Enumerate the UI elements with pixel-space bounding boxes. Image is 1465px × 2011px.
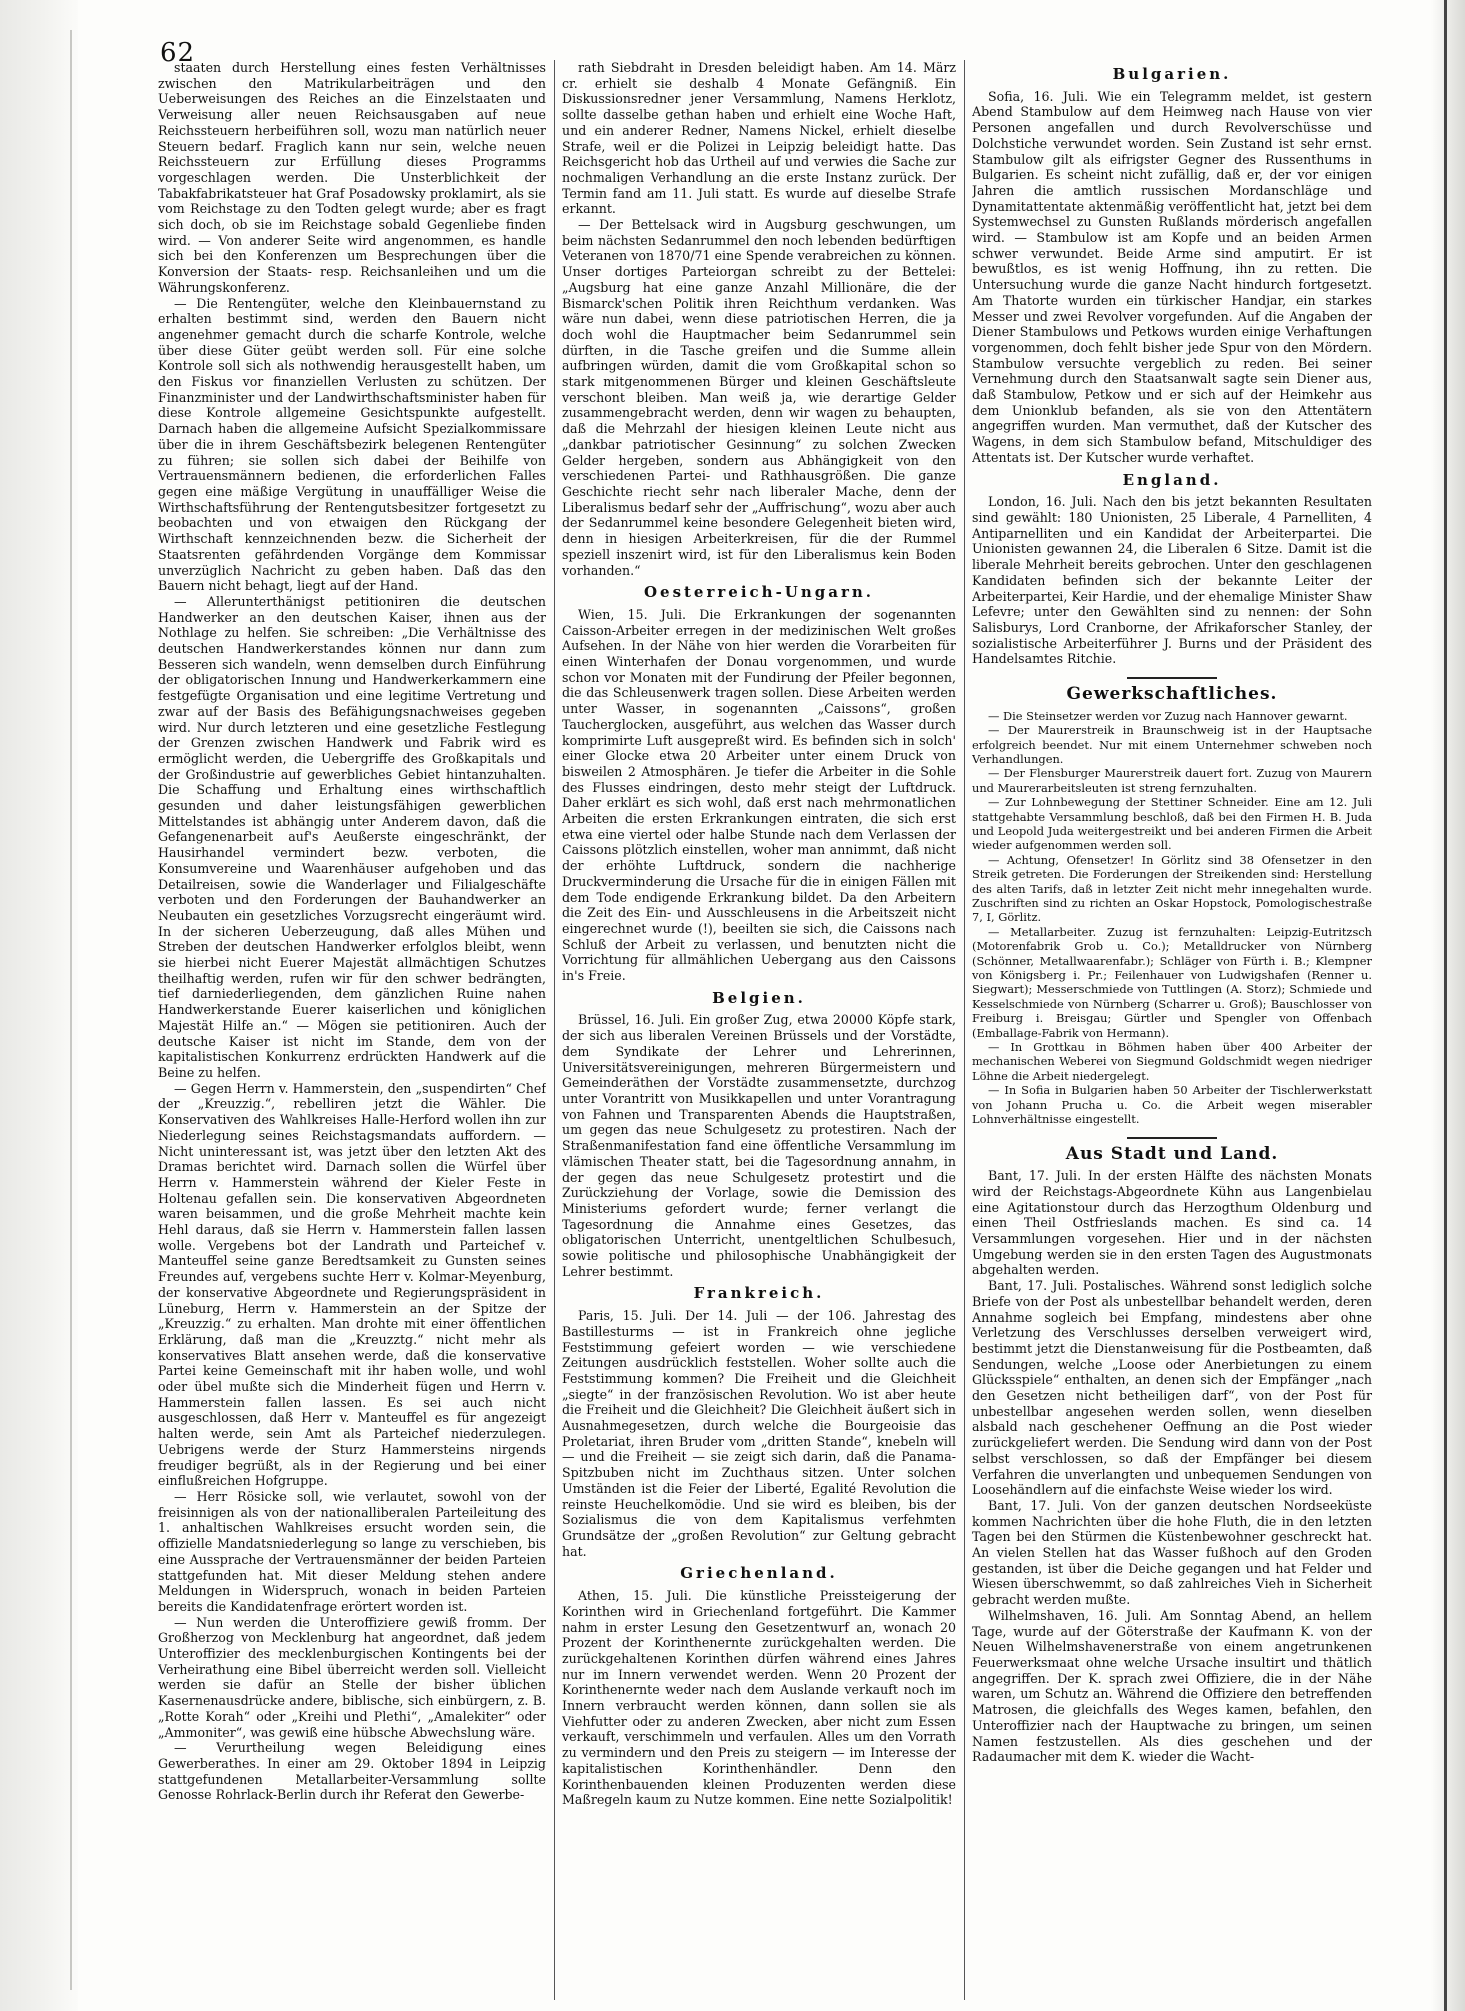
- column-2: [562, 60, 956, 2000]
- notice-item: — Metallarbeiter. Zuzug ist fernzuhalten: Leipzig-Eutritzsch (Motorenfabrik Grob u. Co.); Metalldrucker von Nürnberg (Schönner, Metallwaarenfabr.); Schläger von Fürth i. B.; Klempner von Königsberg i. Pr.; Feilenhauer von Ludwigshafen (Renner u. Siegwart); Messerschmiede von Tuttlingen (A. Storz); Schmiede und Kesselschmiede von Nürnberg (Scharrer u. Groß); Bauschlosser von Freiburg i. Breisgau; Gürtler und Spengler von Offenbach (Emballage-Fabrik von Hermann).: [972, 924, 1372, 1040]
- left-page-gutter: [0, 0, 78, 2011]
- notice-item: — Die Steinsetzer werden vor Zuzug nach Hannover gewarnt.: [988, 708, 1348, 723]
- article-paragraph: — Die Rentengüter, welche den Kleinbauernstand zu erhalten bestimmt sind, werden den Bauern nicht angenehmer gemacht durch die scharfe Kontrole, welche über diese Güter geübt werden soll. Für eine solche Kontrole soll sich als nothwendig herausgestellt haben, um den Fiskus vor finanziellen Verlusten zu schützen. Der Finanzminister und der Landwirthschaftsminister haben für diese Kontrole allgemeine Gesichtspunkte aufgestellt. Darnach haben die allgemeine Aufsicht Spezialkommissare über die in ihrem Geschäftsbezirk belegenen Rentengüter zu führen; sie sollen sich dabei der Beihilfe von Vertrauensmännern bedienen, die erforderlichen Falles gegen eine mäßige Vergütung in unauffälliger Weise die Wirthschaftsführung der Rentengutsbesitzer fortgesetzt zu beobachten und von etwaigen den Rückgang der Wirthschaft kennzeichnenden bezw. die Sicherheit der Staatsrenten gefährdenden Vorgänge dem Kommissar unverzüglich Nachricht zu geben haben. Daß das den Bauern nicht behagt, liegt auf der Hand.: [158, 295, 546, 594]
- section-heading-belgien: Belgien.: [712, 988, 806, 1007]
- right-edge-line: [1444, 0, 1447, 2011]
- article-paragraph: — Allerunterthänigst petitioniren die deutschen Handwerker an den deutschen Kaiser, ihnen aus der Nothlage zu helfen. Sie schreiben: „Die Verhältnisse des deutschen Handwerkerstandes können nur dann zum Besseren sich wandeln, wenn demselben durch Einführung der obligatorischen Innung und Handwerkerkammern eine festgefügte Organisation und eine legitime Vertretung und zwar auf der Basis des Befähigungsnachweises gegeben wird. Nur durch letzteren und eine gesetzliche Festlegung der Grenzen zwischen Handwerk und Fabrik wird es ermöglicht werden, die Uebergriffe des Großkapitals und der Großindustrie auf gewerbliches Gebiet hintanzuhalten. Die Schaffung und Erhaltung eines wirthschaftlich gesunden und daher leistungsfähigen gewerblichen Mittelstandes ist abhängig unter Anderem davon, daß die Gefangenenarbeit auf's Aeußerste eingeschränkt, der Hausirhandel vermindert bezw. verboten, die Konsumvereine und Waarenhäuser aufgehoben und das Detailreisen, sowie die Wanderlager und Filialgeschäfte verboten und den Forderungen der Bauhandwerker an Neubauten ein gesetzliches Vorzugsrecht eingeräumt wird. In der sicheren Ueberzeugung, daß alles Mühen und Streben der deutschen Handwerker erfolglos bleibt, wenn sie hierbei nicht Euerer Majestät allmächtigen Schutzes theilhaftig werden, rufen wir für den schwer bedrängten, tief darniederliegenden, dem gänzlichen Ruine nahen Handwerkerstande Euerer kaiserlichen und königlichen Majestät Hilfe an.“ — Mögen sie petitioniren. Auch der deutsche Kaiser ist nicht im Stande, dem von der kapitalistischen Konkurrenz erdrückten Handwerk auf die Beine zu helfen.: [158, 593, 546, 1080]
- notice-item: — In Sofia in Bulgarien haben 50 Arbeiter der Tischlerwerkstatt von Johann Prucha u. Co. die Arbeit wegen miserabler Lohnverhältnisse eingestellt.: [972, 1083, 1372, 1127]
- section-divider: [1127, 1137, 1217, 1139]
- column-1: [158, 60, 546, 2000]
- article-paragraph: — Der Bettelsack wird in Augsburg geschwungen, um beim nächsten Sedanrummel den noch lebenden bedürftigen Veteranen von 1870/71 eine Spende verabreichen zu können. Unser dortiges Parteiorgan schreibt zu der Bettelei: „Augsburg hat eine ganze Anzahl Millionäre, die der Bismarck'schen Politik ihren Reichthum verdanken. Was wäre nun dabei, wenn diese patriotischen Herren, die ja doch wohl die Hauptmacher beim Sedanrummel sein dürften, in die Tasche greifen und die Summe allein aufbringen würden, damit die vom Großkapital schon so stark mitgenommenen Bürger und kleinen Geschäftsleute verschont bleiben. Man weiß ja, wie derartige Gelder zusammengebracht werden, denn wir wagen zu behaupten, daß die Mehrzahl der hiesigen kleinen Leute nicht aus „dankbar patriotischer Gesinnung“ zu solchen Zwecken Gelder hergeben, sondern aus Abhängigkeit von den verschiedenen Partei- und Rathhausgrößen. Die ganze Geschichte riecht sehr nach liberaler Mache, denn der Liberalismus bedarf sehr der „Auffrischung“, wozu aber auch der Sedanrummel keine besondere Gelegenheit bieten wird, denn in hiesigen Arbeiterkreisen, für die der Rummel speziell inszenirt wird, ist für den Liberalismus kein Boden vorhanden.“: [562, 217, 956, 578]
- section-heading-frankreich: Frankreich.: [693, 1284, 825, 1303]
- article-paragraph: — Verurtheilung wegen Beleidigung eines Gewerberathes. In einer am 29. Oktober 1894 in Leipzig stattgefundenen Metallarbeiter-Versammlung sollte Genosse Rohrlack-Berlin durch ihr Referat den Gewerbe-: [158, 1740, 546, 1803]
- section-heading-bulgarien: Bulgarien.: [1112, 65, 1232, 83]
- section-heading-griechenland: Griechenland.: [680, 1564, 838, 1583]
- article-paragraph: — Gegen Herrn v. Hammerstein, den „suspendirten“ Chef der „Kreuzzig.“, rebelliren jetzt die Wähler. Die Konservativen des Wahlkreises Halle-Herford wollen ihn zur Niederlegung seines Reichstagsmandats auffordern. — Nicht uninteressant ist, was jetzt über den letzten Akt des Dramas berichtet wird. Darnach sollen die Würfel über Herrn v. Hammerstein während der Kieler Feste in Holtenau gefallen sein. Die konservativen Abgeordneten waren beisammen, und die große Mehrheit machte kein Hehl daraus, daß sie Herrn v. Hammerstein fallen lassen wolle. Vergebens bot der Landrath und Parteichef v. Manteuffel seine ganze Beredtsamkeit zu Gunsten seines Freundes auf, vergebens suchte Herr v. Kolmar-Meyenburg, der konservative Abgeordnete und Regierungspräsident in Lüneburg, Herrn v. Hammerstein an der Spitze der „Kreuzzig.“ zu erhalten. Man drohte mit einer öffentlichen Erklärung, daß man die „Kreuzztg.“ nicht mehr als konservatives Blatt ansehen werde, daß die konservative Partei keine Gemeinschaft mit ihr haben wolle, und wohl oder übel mußte sich die Minderheit fügen und Herrn v. Hammerstein fallen lassen. Es sei auch nicht ausgeschlossen, daß Herr v. Manteuffel es für angezeigt halten werde, sein Amt als Parteichef niederzulegen. Uebrigens werde der Sturz Hammersteins nirgends freudiger begrüßt, als in der Regierung und bei einer einflußreichen Hofgruppe.: [158, 1080, 546, 1489]
- article-paragraph: Athen, 15. Juli. Die künstliche Preissteigerung der Korinthen wird in Griechenland fortgeführt. Die Kammer nahm in erster Lesung den Gesetzentwurf an, wonach 20 Prozent der Korinthenernte zurückgehalten werden. Die zurückgehaltenen Korinthen dürfen während eines Jahres nur im Innern verwendet werden. Wenn 20 Prozent der Korinthenernte weder nach dem Auslande verkauft noch im Innern verbraucht werden können, dann sollen sie als Viehfutter oder zu anderen Zwecken, aber nicht zum Essen verkauft, verschimmeln und verfaulen. Alles um den Vorrath zu vermindern und den Preis zu steigern — im Interesse der kapitalistischen Korinthenhändler. Denn den Korinthenbauenden kleinen Produzenten werden diese Maßregeln kaum zu Nutze kommen. Eine nette Sozialpolitik!: [562, 1588, 956, 1808]
- article-paragraph: Bant, 17. Juli. In der ersten Hälfte des nächsten Monats wird der Reichstags-Abgeordnete Kühn aus Langenbielau eine Agitationstour durch das Herzogthum Oldenburg und einen Theil Ostfrieslands machen. Es sind ca. 14 Versammlungen vorgesehen. Hier und in der nächsten Umgebung werden sie in den ersten Tagen des Augustmonats abgehalten werden.: [972, 1168, 1372, 1278]
- notice-item: — Der Maurerstreik in Braunschweig ist in der Hauptsache erfolgreich beendet. Nur mit einem Unternehmer schweben noch Verhandlungen.: [972, 723, 1372, 766]
- article-paragraph: staaten durch Herstellung eines festen Verhältnisses zwischen den Matrikularbeiträgen und den Ueberweisungen des Reiches an die Einzelstaaten und Verweisung aller neuen Reichsausgaben auf neue Reichssteuern herbeiführen soll, wozu man natürlich neuer Steuern bedarf. Fraglich kann nur sein, welche neuen Reichssteuern zur Erfüllung dieses Programms vorgeschlagen werden. Die Unsterblichkeit der Tabakfabrikatsteuer hat Graf Posadowsky proklamirt, als sie vom Reichstage zu den Todten gelegt wurde; aber es fragt sich doch, ob sie im Reichstage sobald Gegenliebe finden wird. — Von anderer Seite wird angenommen, es handle sich bei den Konferenzen um Besprechungen über die Konversion der Staats- resp. Reichsanleihen und um die Währungskonferenz.: [158, 60, 546, 295]
- notice-item: — In Grottkau in Böhmen haben über 400 Arbeiter der mechanischen Weberei von Siegmund Goldschmidt wegen niedriger Löhne die Arbeit niedergelegt.: [972, 1040, 1372, 1083]
- article-paragraph: Bant, 17. Juli. Von der ganzen deutschen Nordseeküste kommen Nachrichten über die hohe Fluth, die in den letzten Tagen bei den Stürmen die Küstenbewohner geschreckt hat. An vielen Stellen hat das Wasser fußhoch auf den Groden gestanden, ist über die Deiche gegangen und hat Felder und Wiesen überschwemmt, so daß zahlreiches Vieh in Sicherheit gebracht werden mußte.: [972, 1497, 1372, 1608]
- article-paragraph: Paris, 15. Juli. Der 14. Juli — der 106. Jahrestag des Bastillesturms — ist in Frankreich ohne jegliche Feststimmung gefeiert worden — wie verschiedene Zeitungen ausdrücklich feststellen. Woher sollte auch die Feststimmung kommen? Die Freiheit und die Gleichheit „siegte“ in der französischen Revolution. Wo ist aber heute die Freiheit und die Gleichheit? Die Gleichheit äußert sich in Ausnahmegesetzen, durch welche die Bourgeoisie das Proletariat, ihren Bruder vom „dritten Stande“, knebeln will — und die Freiheit — sie zeigt sich darin, daß die Panama-Spitzbuben nicht im Zuchthaus sitzen. Unter solchen Umständen ist die Feier der Liberté, Egalité Revolution die reinste Heuchelkomödie. Und sie wird es bleiben, bis der Sozialismus die von dem Kapitalismus verfehmten Grundsätze der „großen Revolution“ zur Geltung gebracht hat.: [562, 1308, 956, 1559]
- article-paragraph: Brüssel, 16. Juli. Ein großer Zug, etwa 20000 Köpfe stark, der sich aus liberalen Vereinen Brüssels und der Vorstädte, dem Syndikate der Lehrer und Lehrerinnen, Universitätsvereinigungen, mehreren Bürgermeistern und Gemeinderäthen der Vorstädte zusammensetzte, durchzog unter Vorantritt von Musikkapellen und unter Vorantragung von Fahnen und Transparenten Abends die Hauptstraßen, um gegen das neue Schulgesetz zu protestiren. Nach der Straßenmanifestation fand eine öffentliche Versammlung im vlämischen Theater statt, bei die Tagesordnung annahm, in der gegen das neue Schulgesetz protestirt und die Zurückziehung der Vorlage, sowie die Demission des Ministeriums gefordert wurde; ferner verlangt die Tagesordnung die Annahme eines Gesetzes, das obligatorischen Unterricht, unentgeltlichen Schulbesuch, sowie politische und philosophische Unabhängigkeit der Lehrer bestimmt.: [562, 1012, 956, 1279]
- article-paragraph: — Herr Rösicke soll, wie verlautet, sowohl von der freisinnigen als von der nationalliberalen Parteileitung des 1. anhaltischen Wahlkreises ersucht worden sein, die offizielle Mandatsniederlegung so lange zu verschieben, bis eine Aussprache der Vertrauensmänner der beiden Parteien stattgefunden hat. Mit dieser Meldung stehen andere Meldungen in Widerspruch, wonach in beiden Parteien bereits die Kandidatenfrage erörtert worden ist.: [158, 1488, 546, 1614]
- article-paragraph: rath Siebdraht in Dresden beleidigt haben. Am 14. März cr. erhielt sie deshalb 4 Monate Gefängniß. Ein Diskussionsredner jener Versammlung, Namens Herklotz, sollte dasselbe gethan haben und erhielt eine Woche Haft, und ein anderer Redner, Namens Nickel, erhielt dieselbe Strafe, weil er die Polizei in Leipzig beleidigt hatte. Das Reichsgericht hob das Urtheil auf und verwies die Sache zur nochmaligen Verhandlung an die erste Instanz zurück. Der Termin fand am 11. Juli statt. Es wurde auf dieselbe Strafe erkannt.: [562, 60, 956, 217]
- gutter-fold-line: [70, 30, 72, 1990]
- section-divider: [1127, 677, 1217, 679]
- section-heading-gewerkschaftliches: Gewerkschaftliches.: [1066, 684, 1278, 705]
- notice-item: — Zur Lohnbewegung der Stettiner Schneider. Eine am 12. Juli stattgehabte Versammlung beschloß, daß bei den Firmen H. B. Juda und Leopold Juda weitergestreikt und bei anderen Firmen die Arbeit wieder aufgenommen werden soll.: [972, 795, 1372, 853]
- article-paragraph: — Nun werden die Unteroffiziere gewiß fromm. Der Großherzog von Mecklenburg hat angeordnet, daß jedem Unteroffizier des mecklenburgischen Kontingents bei der Verheirathung eine Bibel überreicht werden soll. Vielleicht werden sie dafür an Stelle der bisher üblichen Kasernenausdrücke andere, biblische, sich einbürgern, z. B. „Rotte Korah“ oder „Kreihi und Plethi“, „Amalekiter“ oder „Ammoniter“, was gewiß eine hübsche Abwechslung wäre.: [158, 1614, 546, 1740]
- right-page-edge: [1431, 0, 1465, 2011]
- article-paragraph: Bant, 17. Juli. Postalisches. Während sonst lediglich solche Briefe von der Post als unbestellbar behandelt werden, deren Annahme sogleich bei Empfang, mindestens aber ohne Verletzung des Verschlusses derselben verweigert wird, bestimmt jetzt die Dienstanweisung für die Postbeamten, daß Sendungen, welche „Loose oder Anerbietungen zu einem Glücksspiele“ enthalten, an denen sich der Empfänger „nach den Gesetzen nicht betheiligen darf“, von der Post für unbestellbar angesehen werden sollen, wenn dieselben alsbald nach geschehener Oeffnung an die Post wieder zurückgeliefert werden. Die Sendung wird dann von der Post selbst verschlossen, so daß der Empfänger bei diesem Verfahren die unverlangten und unbequemen Sendungen von Loosehändlern auf die einfachste Weise wieder los wird.: [972, 1278, 1372, 1498]
- gewerkschaft-notices: [972, 709, 1372, 1127]
- column-rule: [554, 60, 555, 2000]
- column-3: [972, 60, 1372, 2000]
- section-heading-england: England.: [1122, 470, 1222, 489]
- section-heading-oesterreich: Oesterreich-Ungarn.: [643, 583, 875, 602]
- notice-item: — Der Flensburger Maurerstreik dauert fort. Zuzug von Maurern und Maurerarbeitsleuten ist streng fernzuhalten.: [972, 766, 1372, 795]
- article-paragraph: London, 16. Juli. Nach den bis jetzt bekannten Resultaten sind gewählt: 180 Unionisten, 25 Liberale, 4 Parnelliten, 4 Antiparnelliten und ein Kandidat der Arbeiterpartei. Die Unionisten gewannen 24, die Liberalen 6 Sitze. Damit ist die liberale Mehrheit bereits gebrochen. Unter den geschlagenen Kandidaten befinden sich der bekannte Leiter der Arbeiterpartei, Keir Hardie, und der ehemalige Minister Shaw Lefevre; unter den Gewählten sind zu nennen: der Sohn Salisburys, Lord Cranborne, der Afrikaforscher Stanley, der sozialistische Arbeiterführer J. Burns und der Präsident des Handelsamtes Ritchie.: [972, 494, 1372, 667]
- notice-item: — Achtung, Ofensetzer! In Görlitz sind 38 Ofensetzer in den Streik getreten. Die Forderungen der Streikenden sind: Herstellung des alten Tarifs, daß in letzter Zeit nicht mehr innegehalten wurde. Zuschriften sind zu richten an Oskar Hopstock, Pomologischestraße 7, I, Görlitz.: [972, 852, 1372, 925]
- section-heading-aus-stadt-und-land: Aus Stadt und Land.: [1065, 1143, 1279, 1164]
- article-paragraph: Wien, 15. Juli. Die Erkrankungen der sogenannten Caisson-Arbeiter erregen in der medizinischen Welt großes Aufsehen. In der Nähe von hier werden die Vorarbeiten für einen Winterhafen der Donau vorgenommen, und wurde schon vor Monaten mit der Fundirung der Pfeiler begonnen, die das Schleusenwerk tragen sollen. Diese Arbeiten werden unter Wasser, in sogenannten „Caissons“, großen Taucherglocken, ausgeführt, aus welchen das Wasser durch komprimirte Luft ausgepreßt wird. Es befinden sich in solch' einer Glocke etwa 20 Arbeiter unter einem Druck von bisweilen 2 Atmosphären. Je tiefer die Arbeiter in die Sohle des Flusses eindringen, desto mehr steigt der Luftdruck. Daher erklärt es sich wohl, daß erst nach mehrmonatlichen Arbeiten die ersten Erkrankungen eintraten, die sich erst etwa eine viertel oder halbe Stunde nach dem Verlassen der Caissons plötzlich einstellen, woher man annimmt, daß nicht der erhöhte Luftdruck, sondern die nachherige Druckverminderung die Ursache für die in einigen Fällen mit dem Tode endigende Erkrankung bildet. Da den Arbeitern die Zeit des Ein- und Ausschleusens in die Arbeitszeit nicht eingerechnet wurde (!), beeilten sie sich, die Caissons nach Schluß der Arbeit zu verlassen, und benutzten nicht die Vorrichtung für allmählichen Uebergang aus den Caissons in's Freie.: [562, 606, 956, 984]
- article-paragraph: Wilhelmshaven, 16. Juli. Am Sonntag Abend, an hellem Tage, wurde auf der Göterstraße der Kaufmann K. von der Neuen Wilhelmshavenerstraße von einem angetrunkenen Feuerwerksmaat ohne welche Ursache insultirt und thätlich angegriffen. Der K. sprach zwei Offiziere, die in der Nähe waren, um Schutz an. Während die Offiziere den betreffenden Matrosen, die gleichfalls des Weges kamen, befahlen, den Unteroffizier nach der Hauptwache zu bringen, um seinen Namen festzustellen. Als dies geschehen und der Radaumacher mit dem K. wieder die Wacht-: [972, 1607, 1372, 1765]
- article-paragraph: Sofia, 16. Juli. Wie ein Telegramm meldet, ist gestern Abend Stambulow auf dem Heimweg nach Hause von vier Personen angefallen und durch Revolverschüsse und Dolchstiche verwundet worden. Sein Zustand ist sehr ernst. Stambulow gilt als eifrigster Gegner des Russenthums in Bulgarien. Es scheint nicht zufällig, daß er, der vor einigen Jahren die amtlich russischen Mordanschläge und Dynamitattentate aktenmäßig veröffentlicht hat, jetzt bei dem Systemwechsel zu Gunsten Rußlands mörderisch angefallen wird. — Stambulow ist am Kopfe und an beiden Armen schwer verwundet. Beide Arme sind amputirt. Er ist bewußtlos, es ist wenig Hoffnung, ihn zu retten. Die Untersuchung wurde die ganze Nacht hindurch fortgesetzt. Am Thatorte wurden ein türkischer Handjar, ein starkes Messer und zwei Revolver vorgefunden. Auf die Angaben der Diener Stambulows und Petkows wurden einige Verhaftungen vorgenommen, doch fehlt bisher jede Spur von den Mördern. Stambulow versuchte vergeblich zu reden. Bei seiner Vernehmung durch den Staatsanwalt sagte sein Diener aus, daß Stambulow, Petkow und er sich auf der Heimkehr aus dem Unionklub befanden, als sie von den Attentätern angegriffen wurden. Man vermuthet, daß der Kutscher des Wagens, in dem sich Stambulow befand, Mitschuldiger des Attentats ist. Der Kutscher wurde verhaftet.: [972, 88, 1372, 465]
- page-number: 62: [160, 38, 196, 68]
- column-rule: [964, 60, 965, 2000]
